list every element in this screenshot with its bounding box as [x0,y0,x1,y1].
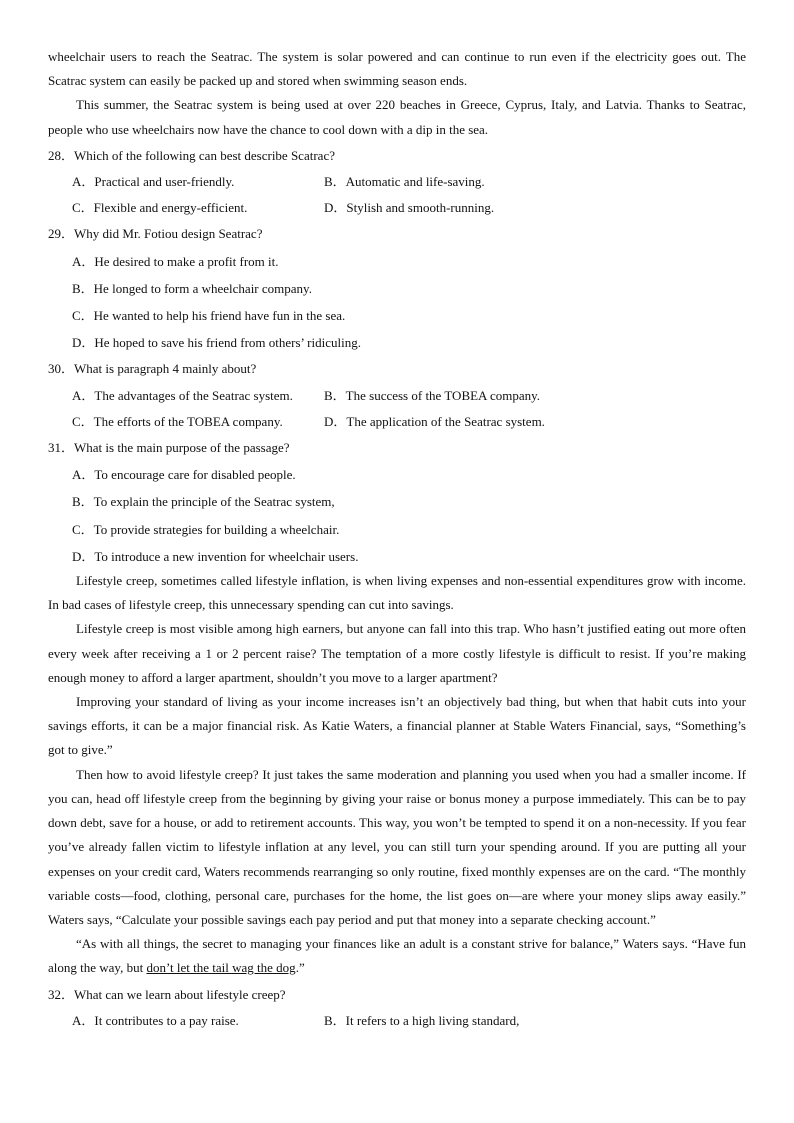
paragraph: Improving your standard of living as your income increases isn’t an objectively bad thing, but when that habit cuts into your savings efforts, it can be a major financial risk. As Katie Waters, a financial planner at Stable Waters Financial, says, “Something’s got to give.” [48,694,746,758]
option-d: D．He hoped to save his friend from others’ ridiculing. [72,335,361,351]
option-b: B．To explain the principle of the Seatrac system, [72,494,335,510]
option-a: A．To encourage care for disabled people. [72,467,296,483]
question-30-options-row-1 [72,384,746,408]
question-30-stem: 30．What is paragraph 4 mainly about? [48,361,257,377]
question-29-stem: 29．Why did Mr. Fotiou design Seatrac? [48,226,263,242]
option-a: A．The advantages of the Seatrac system. [72,387,293,403]
option-a: A．Practical and user-friendly. [72,174,235,190]
question-28-options-row-1 [72,170,746,194]
underlined-phrase: don’t let the tail wag the dog [146,960,296,976]
option-d: D．To introduce a new invention for wheelchair users. [72,548,359,564]
question-28-options-row-2 [72,196,746,220]
question-32-stem: 32．What can we learn about lifestyle creep? [48,986,286,1002]
question-30-options-row-2 [72,410,746,434]
option-b: B．The success of the TOBEA company. [324,387,541,403]
option-b: B．He longed to form a wheelchair company. [72,280,312,296]
paragraph: This summer, the Seatrac system is being used at over 220 beaches in Greece, Cyprus, Italy, and Latvia. Thanks to Seatrac, people who use wheelchairs now have the chance to cool down with a dip in the sea. [48,97,746,137]
option-d: D．The application of the Seatrac system. [324,413,545,429]
option-c: C．He wanted to help his friend have fun in the sea. [72,308,346,324]
option-d: D．Stylish and smooth-running. [324,200,495,216]
paragraph [48,932,746,980]
paragraph: Then how to avoid lifestyle creep? It just takes the same moderation and planning you used when you had a smaller income. If you can, head off lifestyle creep from the beginning by giving your raise or bonus money a purpose immediately. This can be to pay down debt, save for a house, or add to retirement accounts. This way, you won’t be tempted to spend it on a non-necessity. If you fear you’ve already fallen victim to lifestyle inflation at any level, you can still turn your spending around. If you are putting all your expenses on your credit card, Waters recommends rearranging so only routine, fixed monthly expenses are on the card. “The monthly variable costs—food, clothing, personal care, purchases for the home, the list goes on—are where your money slips away easily.” Waters says, “Calculate your possible savings each pay period and put that money into a separate checking account.” [48,766,746,927]
question-28-stem: 28．Which of the following can best describe Scatrac? [48,147,335,163]
paragraph-text: “As with all things, the secret to managing your finances like an adult is a constant strive for balance,” Waters says. “Have fun along the way, but [48,936,746,976]
option-b: B．It refers to a high living standard, [324,1012,520,1028]
paragraph: wheelchair users to reach the Seatrac. The system is solar powered and can continue to run even if the electricity goes out. The Scatrac system can easily be packed up and stored when swimming season ends. [48,49,746,89]
option-a: A．It contributes to a pay raise. [72,1012,239,1028]
paragraph: Lifestyle creep is most visible among high earners, but anyone can fall into this trap. Who hasn’t justified eating out more often every week after receiving a 1 or 2 percent raise? The temptation of a more costly lifestyle is difficult to resist. If you’re making enough money to afford a larger apartment, shouldn’t you move to a larger apartment? [48,621,746,685]
option-a: A．He desired to make a profit from it. [72,253,279,269]
option-c: C．Flexible and energy-efficient. [72,200,248,216]
question-32-options-row-1 [72,1009,746,1033]
option-c: C．To provide strategies for building a wheelchair. [72,521,340,537]
paragraph-text: .” [295,960,305,976]
option-b: B．Automatic and life-saving. [324,174,485,190]
question-31-stem: 31．What is the main purpose of the passage? [48,440,290,456]
option-c: C．The efforts of the TOBEA company. [72,413,283,429]
paragraph: Lifestyle creep, sometimes called lifestyle inflation, is when living expenses and non-essential expenditures grow with income. In bad cases of lifestyle creep, this unnecessary spending can cut into savings. [48,573,746,613]
exam-page [48,45,746,1033]
